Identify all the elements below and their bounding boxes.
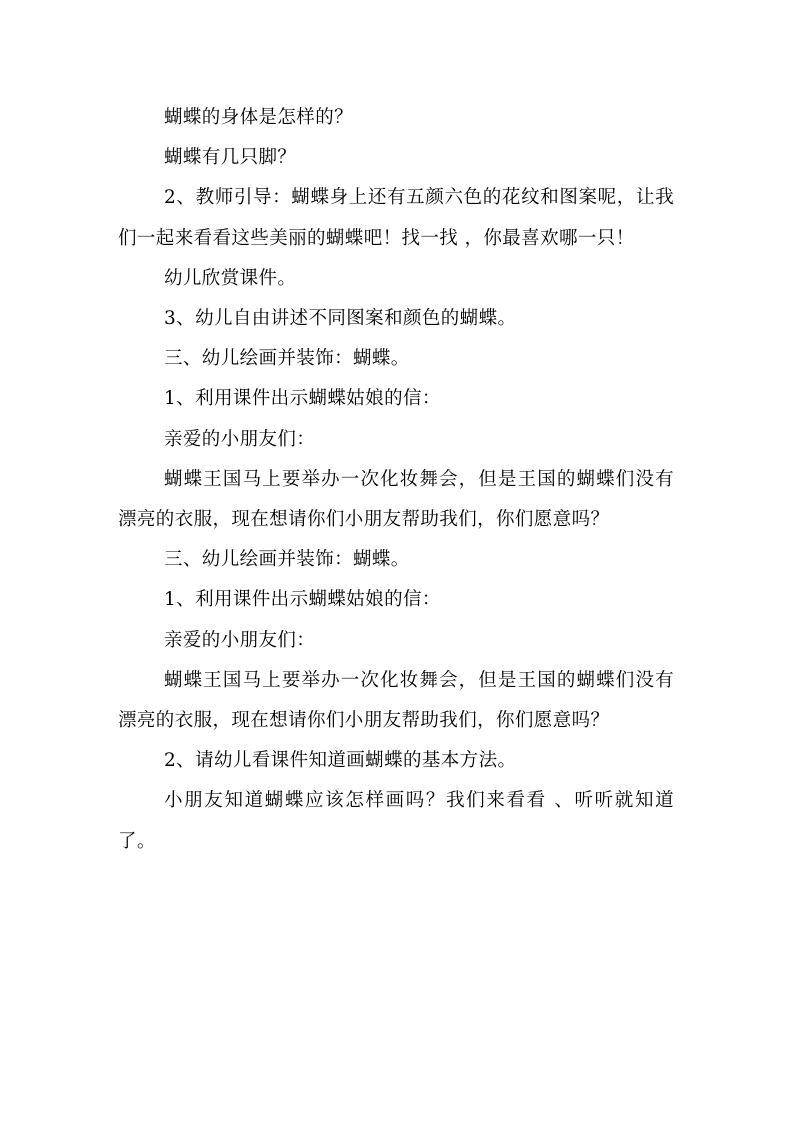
paragraph-section-heading: 三、幼儿绘画并装饰：蝴蝶。 <box>164 348 410 370</box>
paragraph-enjoy-courseware: 幼儿欣赏课件。 <box>164 267 297 289</box>
paragraph-letter-intro-repeat: 1、利用课件出示蝴蝶姑娘的信： <box>164 589 441 611</box>
paragraph-drawing-method: 2、请幼儿看课件知道画蝴蝶的基本方法。 <box>164 750 517 772</box>
paragraph-letter-body: 蝴蝶王国马上要举办一次化妆舞会，但是王国的蝴蝶们没有漂亮的衣服，现在想请你们小朋友帮助我们，你们愿意吗？ <box>118 468 674 531</box>
paragraph-section-heading-repeat: 三、幼儿绘画并装饰：蝴蝶。 <box>164 549 410 571</box>
paragraph-letter-greeting-repeat: 亲爱的小朋友们： <box>164 629 316 651</box>
paragraph-letter-body-repeat: 蝴蝶王国马上要举办一次化妆舞会，但是王国的蝴蝶们没有漂亮的衣服，现在想请你们小朋友帮助我们，你们愿意吗？ <box>118 669 674 732</box>
paragraph-letter-intro: 1、利用课件出示蝴蝶姑娘的信： <box>164 388 441 410</box>
document-body <box>118 98 674 862</box>
paragraph-free-describe: 3、幼儿自由讲述不同图案和颜色的蝴蝶。 <box>164 308 517 330</box>
paragraph-teacher-guide: 2、教师引导：蝴蝶身上还有五颜六色的花纹和图案呢，让我们一起来看看这些美丽的蝴蝶吧！找一找 ，你最喜欢哪一只！ <box>118 187 674 249</box>
paragraph-feet-question: 蝴蝶有几只脚？ <box>164 147 297 169</box>
paragraph-closing-question: 小朋友知道蝴蝶应该怎样画吗？我们来看看 、听听就知道了。 <box>118 790 674 852</box>
paragraph-letter-greeting: 亲爱的小朋友们： <box>164 428 316 450</box>
paragraph-body-question: 蝴蝶的身体是怎样的？ <box>164 107 354 128</box>
